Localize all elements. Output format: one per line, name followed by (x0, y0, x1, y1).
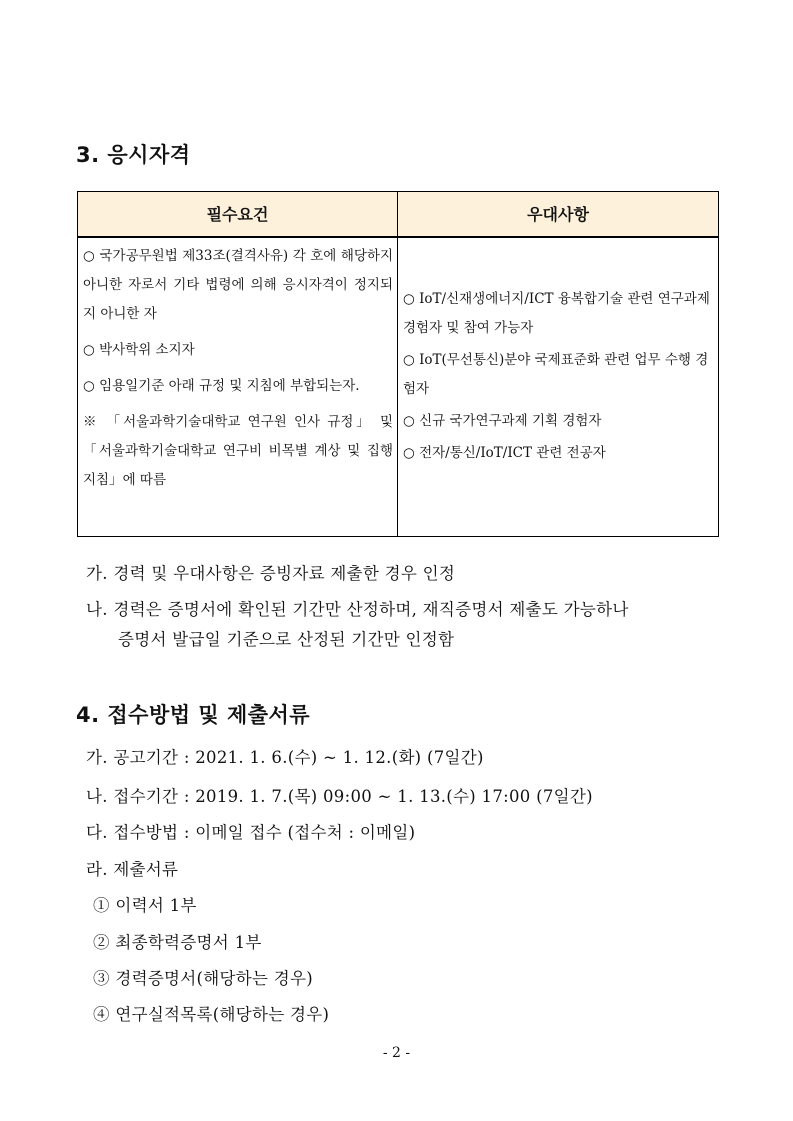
submission-line: 나. 접수기간 : 2019. 1. 7.(목) 09:00 ~ 1. 13.(수) 17:00 (7일간) (86, 787, 593, 806)
required-note: ※ 「서울과학기술대학교 연구원 인사 규정」 및 「서울과학기술대학교 연구비 비목별 계상 및 집행 지침」에 따름 (83, 413, 393, 488)
document-item: ② 최종학력증명서 1부 (93, 933, 262, 952)
required-item: ○ 국가공무원법 제33조(결격사유) 각 호에 해당하지 아니한 자로서 기타 법령에 의해 응시자격이 정지되지 아니한 자 (83, 247, 393, 322)
submission-line: 가. 공고기간 : 2021. 1. 6.(수) ~ 1. 12.(화) (7일간) (86, 748, 484, 767)
document-item: ① 이력서 1부 (93, 896, 197, 915)
preferred-item: ○ IoT(무선통신)분야 국제표준화 관련 업무 수행 경험자 (403, 351, 709, 397)
submission-line: 라. 제출서류 (86, 860, 179, 879)
section-title-qualifications: 3. 응시자격 (76, 143, 191, 167)
preferred-item: ○ 신규 국가연구과제 기획 경험자 (403, 412, 602, 429)
required-item: ○ 임용일기준 아래 규정 및 지침에 부합되는자. (83, 377, 360, 394)
note-line-continued: 증명서 발급일 기준으로 산정된 기간만 인정함 (118, 630, 455, 649)
note-line: 나. 경력은 증명서에 확인된 기간만 산정하며, 재직증명서 제출도 가능하나 (86, 600, 629, 619)
preferred-cell (398, 237, 719, 537)
document-item: ③ 경력증명서(해당하는 경우) (93, 969, 313, 988)
section-title-submission: 4. 접수방법 및 제출서류 (76, 703, 311, 727)
preferred-item: ○ 전자/통신/IoT/ICT 관련 전공자 (403, 444, 606, 461)
document-item: ④ 연구실적목록(해당하는 경우) (93, 1005, 330, 1024)
header-required: 필수요건 (78, 192, 398, 237)
header-preferred: 우대사항 (398, 192, 719, 237)
note-line: 가. 경력 및 우대사항은 증빙자료 제출한 경우 인정 (86, 564, 456, 583)
qualification-table (77, 191, 719, 537)
required-item: ○ 박사학위 소지자 (83, 341, 195, 358)
page-number: - 2 - (382, 1045, 411, 1061)
required-cell (78, 237, 398, 537)
preferred-item: ○ IoT/신재생에너지/ICT 융복합기술 관련 연구과제 경험자 및 참여 가능자 (403, 290, 710, 336)
submission-line: 다. 접수방법 : 이메일 접수 (접수처 : 이메일) (86, 823, 416, 842)
